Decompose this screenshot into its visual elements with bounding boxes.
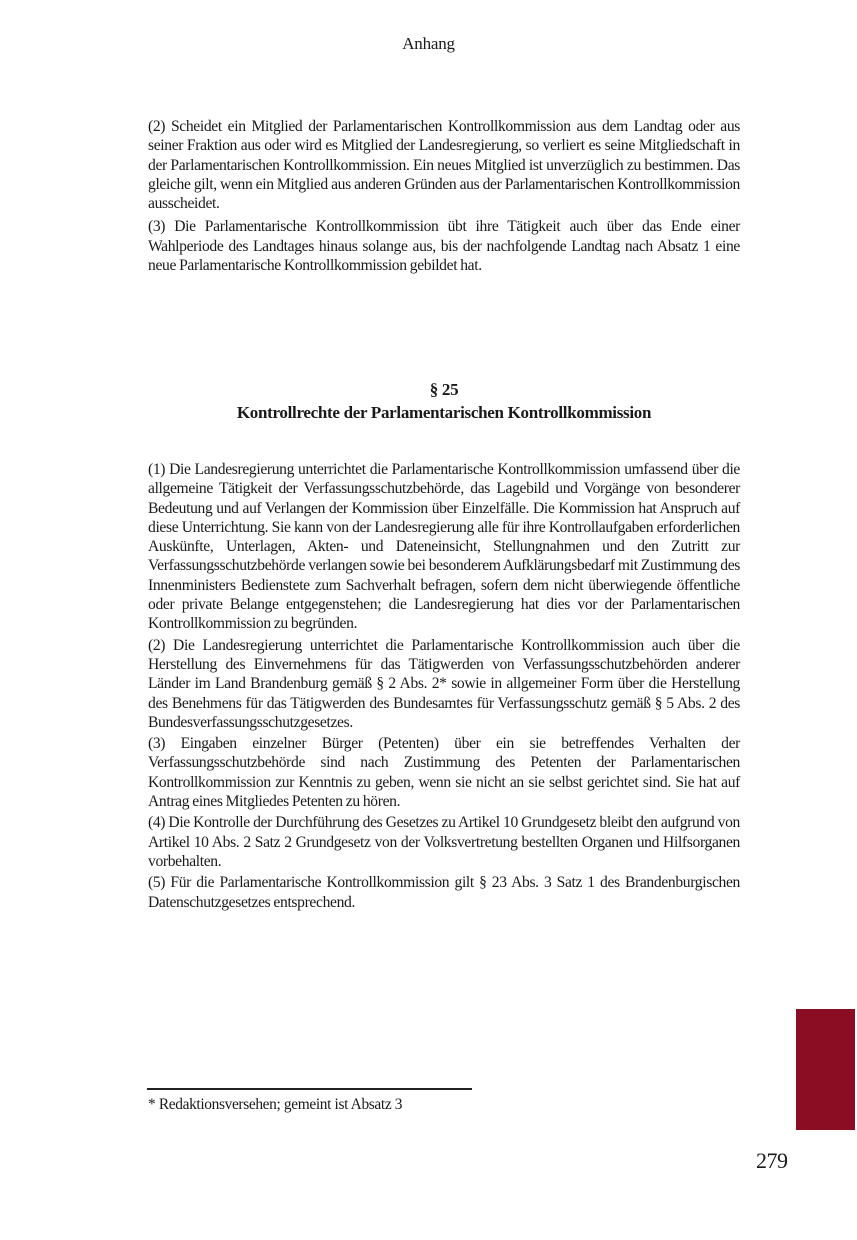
running-header: Anhang — [402, 34, 455, 53]
footnote: * Redaktionsversehen; gemeint ist Absatz 3 — [148, 1096, 403, 1113]
section-paragraph-4: (4) Die Kontrolle der Durchführung des Gesetzes zu Artikel 10 Grundgesetz bleibt den aufgrund von Artikel 10 Abs. 2 Satz 2 Grundgesetz von der Volksvertretung bestellten Organen und Hilfsorganen vorbehalten. — [148, 814, 740, 870]
continued-section-text — [148, 117, 740, 279]
chapter-thumb-tab — [796, 1009, 855, 1130]
paragraph-2: (2) Scheidet ein Mitglied der Parlamentarischen Kontrollkommission aus dem Landtag oder aus seiner Fraktion aus oder wird es Mitglied der Landesregierung, so verliert es seine Mitgliedschaft in der Parlamentarischen Kontrollkommission. Ein neues Mitglied ist unverzüglich zu bestimmen. Das gleiche gilt, wenn ein Mitglied aus anderen Gründen aus der Parlamentarischen Kontrollkommission ausscheidet. — [148, 118, 740, 213]
section-paragraph-3: (3) Eingaben einzelner Bürger (Petenten) über ein sie betreffendes Verhalten der Verfassungsschutzbehörde sind nach Zustimmung des Petenten der Parlamentarischen Kontrollkommission zur Kenntnis zu geben, wenn sie nicht an sie selbst gerichtet sind. Sie hat auf Antrag eines Mitgliedes Petenten zu hören. — [148, 735, 740, 811]
paragraph-3: (3) Die Parlamentarische Kontrollkommission übt ihre Tätigkeit auch über das Ende einer Wahlperiode des Landtages hinaus solange aus, bis der nachfolgende Landtag nach Absatz 1 eine neue Parlamentarische Kontrollkommission gebildet hat. — [148, 218, 740, 275]
section-paragraph-2: (2) Die Landesregierung unterrichtet die Parlamentarische Kontrollkommission auch über die Herstellung des Einvernehmens für das Tätigwerden von Verfassungsschutzbehörden anderer Länder im Land Brandenburg gemäß § 2 Abs. 2* sowie in allgemeiner Form über die Herstellung des Benehmens für das Tätigwerden des Bundesamtes für Verfassungsschutz gemäß § 5 Abs. 2 des Bundesverfassungsschutzgesetzes. — [148, 636, 740, 731]
section-body — [148, 460, 740, 914]
section-title: Kontrollrechte der Parlamentarischen Kontrollkommission — [236, 403, 652, 422]
section-number: § 25 — [429, 380, 459, 399]
section-paragraph-5: (5) Für die Parlamentarische Kontrollkommission gilt § 23 Abs. 3 Satz 1 des Brandenburgischen Datenschutzgesetzes entsprechend. — [148, 874, 740, 911]
section-paragraph-1: (1) Die Landesregierung unterrichtet die Parlamentarische Kontrollkommission umfassend über die allgemeine Tätigkeit der Verfassungsschutzbehörde, das Lagebild und Vorgänge von besonderer Bedeutung und auf Verlangen der Kommission über Einzelfälle. Die Kommission hat Anspruch auf diese Unterrichtung. Sie kann von der Landesregierung alle für ihre Kontrollaufgaben erforderlichen Auskünfte, Unterlagen, Akten- und Dateneinsicht, Stellungnahmen und den Zutritt zur Verfassungsschutzbehörde verlangen sowie bei besonderem Aufklärungsbedarf mit Zustimmung des Innenministers Bedienstete zum Sachverhalt befragen, sofern dem nicht überwiegende öffentliche oder private Belange entgegenstehen; die Landesregierung hat dies vor der Parlamentarischen Kontrollkommission zu begründen. — [148, 461, 740, 633]
footnote-divider — [147, 1088, 472, 1090]
page-number: 279 — [756, 1148, 788, 1173]
